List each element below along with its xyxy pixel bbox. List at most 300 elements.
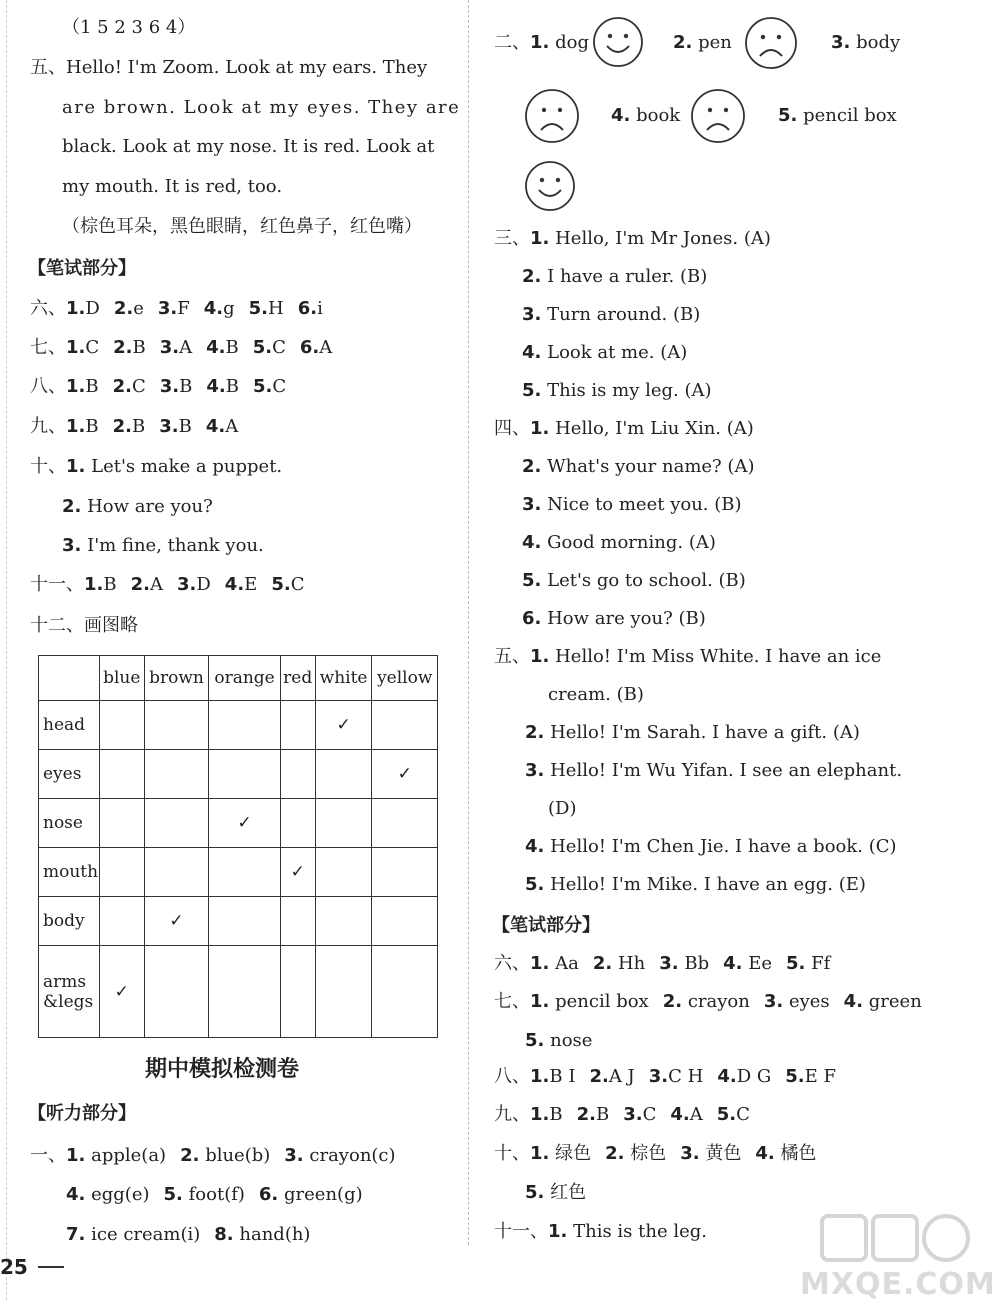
text-line: black. Look at my nose. It is red. Look at	[62, 136, 435, 157]
table-cell	[372, 897, 438, 946]
item-answer: pencil box	[555, 991, 649, 1012]
answer-row: 十二、画图略	[30, 615, 138, 636]
table-cell	[372, 799, 438, 848]
row-header: body	[39, 897, 100, 946]
item-num: 1.	[530, 1066, 550, 1087]
item-answer: Hello, I'm Liu Xin. (A)	[555, 418, 754, 439]
row-header: nose	[39, 799, 100, 848]
item-num: 2.	[112, 416, 132, 437]
question-label: 八、	[30, 376, 66, 397]
item-num: 4.	[525, 836, 545, 857]
col-header: orange	[209, 656, 280, 701]
item-num: 2.	[130, 574, 150, 595]
item-answer: A	[179, 337, 193, 358]
text-line: are brown. Look at my eyes. They are	[62, 97, 461, 118]
item-answer: I'm fine, thank you.	[87, 535, 264, 556]
answer-row	[522, 266, 707, 288]
item-answer: How are you?	[87, 496, 213, 517]
item-answer: H	[268, 298, 284, 319]
item-num: 1.	[66, 1145, 86, 1166]
answer-row	[30, 456, 282, 478]
table-cell	[144, 946, 209, 1038]
question-label: 一、	[30, 1145, 66, 1166]
check-mark: ✓	[372, 750, 438, 799]
table-cell	[209, 897, 280, 946]
check-mark: ✓	[209, 799, 280, 848]
answer-row	[494, 991, 922, 1013]
item-answer: A	[319, 337, 333, 358]
question-label: 二、	[494, 32, 530, 53]
answer-row	[494, 646, 881, 668]
item-answer: crayon(c)	[309, 1145, 396, 1166]
item-answer: C	[642, 1104, 657, 1125]
item-answer: C	[85, 337, 100, 358]
item-num: 1.	[530, 953, 550, 974]
item-answer: A	[225, 416, 239, 437]
check-mark: ✓	[100, 946, 145, 1038]
item-num: 2.	[673, 32, 693, 53]
item-num: 3.	[522, 494, 542, 515]
row-header: mouth	[39, 848, 100, 897]
item-num: 4.	[224, 574, 245, 595]
item-num: 2.	[662, 991, 683, 1012]
table-cell	[100, 897, 145, 946]
item-answer: green(g)	[284, 1184, 363, 1205]
answer-row	[494, 1066, 836, 1088]
item-answer: egg(e)	[91, 1184, 150, 1205]
item-num: 3.	[522, 304, 542, 325]
table-cell	[209, 946, 280, 1038]
answer-row	[525, 836, 897, 858]
answer-row	[62, 535, 264, 557]
item-answer: nose	[550, 1030, 593, 1051]
item-answer: B	[225, 337, 239, 358]
item-num: 5.	[163, 1184, 183, 1205]
item-answer: Hh	[617, 953, 646, 974]
item-answer: pencil box	[803, 105, 897, 126]
item-answer: D	[85, 298, 100, 319]
item-answer: Ff	[811, 953, 831, 974]
question-label: 三、	[494, 228, 530, 249]
item-answer: A J	[608, 1066, 635, 1087]
question-label: 八、	[494, 1066, 530, 1087]
check-mark: ✓	[280, 848, 315, 897]
item-num: 4.	[66, 1184, 86, 1205]
item-answer: What's your name? (A)	[547, 456, 755, 477]
check-mark: ✓	[144, 897, 209, 946]
question-label: 十、	[30, 456, 66, 477]
answer-row: cream. (B)	[548, 684, 644, 705]
answer-row	[30, 574, 304, 596]
item-num: 5.	[271, 574, 291, 595]
answer-row	[522, 494, 742, 516]
item-answer: foot(f)	[188, 1184, 245, 1205]
item-num: 5.	[525, 1182, 545, 1203]
item-num: 4.	[611, 105, 631, 126]
item-num: 1.	[84, 574, 104, 595]
item-num: 1.	[530, 228, 550, 249]
text-line: （棕色耳朵，黑色眼睛，红色鼻子，红色嘴）	[62, 216, 422, 237]
table-cell	[144, 701, 209, 750]
item-answer: Good morning. (A)	[547, 532, 716, 553]
question-label: 六、	[494, 953, 530, 974]
section-heading: 【听力部分】	[28, 1103, 136, 1124]
answer-row	[494, 953, 830, 975]
item-num: 5.	[525, 874, 545, 895]
item-num: 5.	[525, 1030, 545, 1051]
answer-row	[494, 228, 771, 250]
item-num: 4.	[203, 298, 224, 319]
row-header: eyes	[39, 750, 100, 799]
table-cell	[209, 750, 280, 799]
item-answer: Hello! I'm Wu Yifan. I see an elephant.	[550, 760, 903, 781]
watermark-text: MXQE.COM	[800, 1267, 996, 1302]
color-table	[38, 655, 438, 1038]
item-num: 5.	[522, 570, 542, 591]
answer-row	[525, 760, 902, 782]
answer-row	[30, 1145, 396, 1167]
item-num: 5.	[785, 1066, 805, 1087]
item-num: 2.	[62, 496, 82, 517]
item-answer: i	[317, 298, 323, 319]
item-num: 3.	[159, 416, 179, 437]
column-divider	[468, 0, 469, 1245]
question-label: 九、	[494, 1104, 530, 1125]
item-answer: How are you? (B)	[547, 608, 706, 629]
midterm-title: 期中模拟检测卷	[145, 1057, 300, 1082]
col-header: white	[315, 656, 372, 701]
item-num: 5.	[778, 105, 798, 126]
table-cell	[100, 799, 145, 848]
item-answer: 红色	[550, 1182, 587, 1203]
item-num: 4.	[670, 1104, 690, 1125]
answer-row	[831, 32, 900, 54]
sad-face-icon	[524, 88, 580, 144]
item-num: 3.	[648, 1066, 669, 1087]
item-num: 4.	[206, 337, 226, 358]
answer-row	[778, 105, 897, 127]
item-num: 2.	[113, 298, 134, 319]
item-answer: A	[149, 574, 163, 595]
answer-row	[30, 298, 323, 320]
table-cell	[315, 750, 372, 799]
item-num: 5.	[248, 298, 268, 319]
question-label: 七、	[494, 991, 530, 1012]
answer-row	[66, 1224, 310, 1246]
answer-row	[522, 380, 712, 402]
item-answer: Ee	[748, 953, 773, 974]
item-answer: F	[177, 298, 190, 319]
answer-row	[494, 32, 589, 54]
answer-row	[494, 1104, 750, 1126]
item-answer: B	[85, 376, 99, 397]
answer-row	[522, 456, 754, 478]
item-answer: B	[549, 1104, 563, 1125]
item-num: 3.	[680, 1143, 700, 1164]
smiley-face-icon	[524, 160, 576, 212]
item-answer: book	[636, 105, 681, 126]
text-line: 五、Hello! I'm Zoom. Look at my ears. They	[30, 57, 428, 78]
item-num: 6.	[299, 337, 320, 358]
table-cell	[315, 848, 372, 897]
item-answer: B	[85, 416, 99, 437]
page-number-rule	[38, 1266, 64, 1268]
col-header: brown	[144, 656, 209, 701]
item-answer: 棕色	[630, 1143, 667, 1164]
item-answer: Let's go to school. (B)	[547, 570, 746, 591]
item-num: 1.	[66, 416, 86, 437]
table-cell	[315, 799, 372, 848]
item-num: 5.	[716, 1104, 737, 1125]
item-num: 4.	[717, 1066, 737, 1087]
item-num: 2.	[589, 1066, 609, 1087]
table-cell	[100, 848, 145, 897]
item-num: 2.	[576, 1104, 596, 1125]
item-num: 4.	[843, 991, 864, 1012]
item-answer: pen	[698, 32, 732, 53]
item-answer: This is my leg. (A)	[547, 380, 712, 401]
item-num: 1.	[66, 376, 86, 397]
item-num: 2.	[113, 337, 133, 358]
item-answer: D G	[736, 1066, 772, 1087]
question-label: 十一、	[494, 1221, 548, 1242]
item-answer: I have a ruler. (B)	[547, 266, 708, 287]
table-cell	[372, 701, 438, 750]
item-num: 3.	[176, 574, 197, 595]
item-num: 3.	[659, 953, 679, 974]
item-answer: D	[196, 574, 211, 595]
item-answer: Hello, I'm Mr Jones. (A)	[555, 228, 771, 249]
smiley-face-icon	[592, 16, 644, 68]
item-num: 6.	[297, 298, 318, 319]
item-answer: C	[272, 337, 286, 358]
item-answer: 橘色	[780, 1143, 817, 1164]
answer-row	[494, 1221, 707, 1243]
col-header: yellow	[372, 656, 438, 701]
item-num: 2.	[112, 376, 132, 397]
question-label: 四、	[494, 418, 530, 439]
item-num: 2.	[592, 953, 613, 974]
item-num: 1.	[66, 337, 86, 358]
item-answer: B	[132, 337, 146, 358]
item-answer: Bb	[684, 953, 710, 974]
item-answer: Hello! I'm Mike. I have an egg. (E)	[550, 874, 866, 895]
text-line: my mouth. It is red, too.	[62, 176, 283, 197]
section-heading: 【笔试部分】	[492, 915, 600, 936]
item-answer: Look at me. (A)	[547, 342, 688, 363]
item-answer: C	[131, 376, 146, 397]
item-num: 3.	[525, 760, 545, 781]
item-answer: green	[868, 991, 922, 1012]
item-answer: eyes	[788, 991, 830, 1012]
item-num: 1.	[530, 32, 550, 53]
col-header: red	[280, 656, 315, 701]
table-cell	[372, 946, 438, 1038]
item-answer: B	[225, 376, 239, 397]
sad-face-icon	[744, 16, 798, 70]
question-label: 七、	[30, 337, 66, 358]
answer-row	[522, 304, 700, 326]
order-answer: （1 5 2 3 6 4）	[62, 17, 196, 38]
table-cell	[209, 701, 280, 750]
item-answer: crayon	[687, 991, 750, 1012]
row-header-line: &legs	[43, 991, 94, 1012]
left-margin-rule	[6, 0, 7, 1300]
item-num: 2.	[522, 456, 542, 477]
table-cell	[280, 701, 315, 750]
item-num: 4.	[723, 953, 743, 974]
item-num: 1.	[530, 1143, 550, 1164]
item-num: 1.	[530, 1104, 550, 1125]
item-answer: B	[595, 1104, 610, 1125]
answer-row	[525, 874, 866, 896]
item-num: 3.	[284, 1145, 304, 1166]
item-num: 5.	[786, 953, 806, 974]
answer-row	[522, 342, 687, 364]
table-cell	[315, 946, 372, 1038]
item-num: 4.	[755, 1143, 775, 1164]
item-num: 3.	[62, 535, 82, 556]
answer-row	[522, 608, 706, 630]
answer-row: (D)	[548, 798, 577, 819]
answer-row	[673, 32, 732, 54]
item-num: 6.	[522, 608, 542, 629]
item-num: 3.	[157, 298, 178, 319]
item-answer: A	[689, 1104, 703, 1125]
table-cell	[372, 848, 438, 897]
item-num: 3.	[763, 991, 784, 1012]
item-num: 2.	[525, 722, 545, 743]
item-num: 2.	[605, 1143, 625, 1164]
item-answer: Hello! I'm Chen Jie. I have a book. (C)	[550, 836, 897, 857]
item-num: 3.	[159, 337, 180, 358]
answer-row	[525, 1030, 592, 1052]
table-corner	[39, 656, 100, 701]
table-cell	[144, 799, 209, 848]
item-num: 1.	[548, 1221, 568, 1242]
question-label: 十、	[494, 1143, 530, 1164]
item-answer: 黄色	[705, 1143, 742, 1164]
answer-row	[30, 376, 286, 398]
item-num: 5.	[522, 380, 542, 401]
item-num: 3.	[831, 32, 851, 53]
question-label: 六、	[30, 298, 66, 319]
item-num: 1.	[66, 456, 86, 477]
check-mark: ✓	[315, 701, 372, 750]
row-header	[39, 946, 100, 1038]
answer-row	[525, 722, 860, 744]
answer-row	[611, 105, 680, 127]
item-num: 5.	[252, 376, 273, 397]
table-cell	[280, 946, 315, 1038]
item-answer: Turn around. (B)	[547, 304, 701, 325]
watermark	[800, 1212, 996, 1304]
item-answer: dog	[555, 32, 589, 53]
item-answer: apple(a)	[91, 1145, 167, 1166]
item-answer: E F	[804, 1066, 836, 1087]
row-header: head	[39, 701, 100, 750]
item-num: 3.	[159, 376, 180, 397]
item-answer: C H	[668, 1066, 704, 1087]
question-label: 五、	[494, 646, 530, 667]
section-heading: 【笔试部分】	[28, 258, 136, 279]
answer-row	[494, 1143, 816, 1165]
item-answer: g	[223, 298, 235, 319]
item-answer: C	[272, 376, 287, 397]
answer-row	[525, 1182, 586, 1204]
item-num: 2.	[180, 1145, 200, 1166]
item-num: 3.	[623, 1104, 643, 1125]
answer-row	[494, 418, 754, 440]
item-answer: hand(h)	[239, 1224, 311, 1245]
item-num: 4.	[206, 376, 226, 397]
item-num: 4.	[522, 342, 542, 363]
item-answer: Aa	[555, 953, 579, 974]
question-label: 九、	[30, 416, 66, 437]
item-answer: C	[290, 574, 305, 595]
answer-row	[30, 416, 238, 438]
item-answer: Let's make a puppet.	[91, 456, 283, 477]
col-header: blue	[100, 656, 145, 701]
item-answer: E	[244, 574, 258, 595]
item-answer: 绿色	[555, 1143, 592, 1164]
item-answer: B	[178, 416, 192, 437]
item-num: 2.	[522, 266, 542, 287]
item-answer: C	[736, 1104, 750, 1125]
answer-row	[62, 496, 213, 518]
page-number: 25	[0, 1255, 28, 1279]
item-answer: Hello! I'm Miss White. I have an ice	[555, 646, 882, 667]
item-answer: blue(b)	[205, 1145, 271, 1166]
item-answer: B	[179, 376, 193, 397]
item-answer: Hello! I'm Sarah. I have a gift. (A)	[550, 722, 860, 743]
table-cell	[100, 701, 145, 750]
item-num: 1.	[530, 991, 550, 1012]
item-answer: B I	[549, 1066, 576, 1087]
table-cell	[144, 750, 209, 799]
table-cell	[280, 750, 315, 799]
table-cell	[280, 799, 315, 848]
item-num: 1.	[530, 418, 550, 439]
watermark-logo-icon	[820, 1212, 970, 1264]
item-num: 6.	[258, 1184, 279, 1205]
answer-row	[66, 1184, 363, 1206]
item-num: 1.	[66, 298, 86, 319]
table-cell	[144, 848, 209, 897]
table-cell	[209, 848, 280, 897]
item-answer: e	[133, 298, 144, 319]
item-answer: B	[131, 416, 146, 437]
answer-row	[522, 532, 716, 554]
row-header-line: arms	[43, 971, 87, 992]
sad-face-icon	[690, 88, 746, 144]
item-num: 5.	[252, 337, 273, 358]
answer-row	[522, 570, 746, 592]
item-answer: body	[856, 32, 901, 53]
item-num: 1.	[530, 646, 550, 667]
table-cell	[315, 897, 372, 946]
item-answer: ice cream(i)	[91, 1224, 201, 1245]
table-cell	[100, 750, 145, 799]
item-answer: B	[103, 574, 117, 595]
answer-row	[30, 337, 332, 359]
item-num: 8.	[214, 1224, 234, 1245]
item-num: 7.	[66, 1224, 86, 1245]
item-num: 4.	[522, 532, 542, 553]
item-answer: This is the leg.	[573, 1221, 707, 1242]
item-num: 4.	[205, 416, 226, 437]
item-answer: Nice to meet you. (B)	[547, 494, 742, 515]
